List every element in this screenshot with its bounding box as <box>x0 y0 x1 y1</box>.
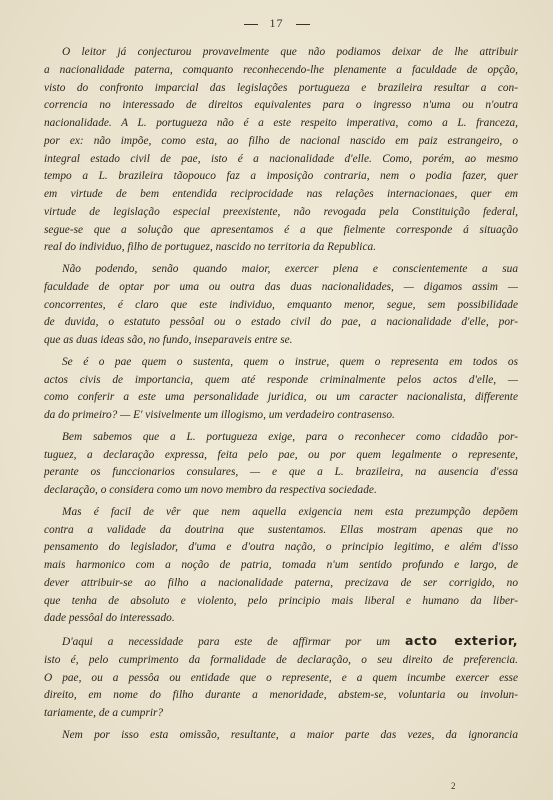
text-line: a nacionalidade paterna, comquanto reconhecendo-lhe plenamente a faculdade de opção, <box>44 63 518 76</box>
text-line: correncia no interessado de direitos equivalentes para o ingresso n'uma ou n'outra <box>44 99 518 112</box>
header-dash-right <box>296 24 310 25</box>
text-line: Bem sabemos que a L. portugueza exige, para o reconhecer como cidadão por- <box>62 430 518 443</box>
text-line: direito, em nome do filho durante a menoridade, abstem-se, voluntaria ou involun- <box>44 689 518 702</box>
page-header <box>0 16 553 31</box>
text-line: visto do confronto imparcial das legislações portugueza e brazileira resultar a con- <box>44 81 518 94</box>
text-line-italic-part: D'aqui a necessidade para este de affirmar por um <box>62 636 406 648</box>
text-line: perante os funccionarios consulares, — e que a L. brazileira, na ausencia d'essa <box>44 466 518 479</box>
text-line: nacionalidade. A L. portugueza não é a este respeito imperativa, como a L. franceza, <box>44 117 518 129</box>
text-line: Não podendo, senão quando maior, exercer plena e conscientemente a sua <box>62 263 518 275</box>
paragraph-5 <box>44 504 518 628</box>
text-line: de duvida, o estatuto pessôal ou o estado civil do pae, a nacionalidade d'elle, por- <box>44 316 518 329</box>
text-line: declaração, o considera como um novo membro da respectiva sociedade. <box>44 484 377 496</box>
text-line: Mas é facil de vêr que nem aquella exigencia nem esta prezumpção depõem <box>62 505 518 518</box>
text-line: mais harmonico com a noção de patria, tomada n'um sentido profundo e largo, de <box>44 559 518 571</box>
emphasized-phrase: acto exterior, <box>405 633 518 648</box>
paragraph-4 <box>44 429 518 500</box>
text-line: que tenha de absoluto e violento, pelo principio mais liberal e humano da liber- <box>44 594 518 607</box>
text-line: virtude de legislação especial preexistente, não revogada pela Constituição federal, <box>44 205 518 218</box>
text-line: faculdade de optar por uma ou outra das duas nacionalidades, — digamos assim — <box>44 280 518 293</box>
text-line: actos civis de importancia, quem até responde criminalmente pelos actos d'elle, — <box>44 373 518 386</box>
text-line: isto é, pelo cumprimento da formalidade de declaração, o seu direito de preferencia. <box>44 653 518 666</box>
text-line: segue-se que a solução que apresentamos é a que fielmente corresponde á situação <box>44 223 518 236</box>
text-line: Se é o pae quem o sustenta, quem o instrue, quem o representa em todos os <box>62 355 518 368</box>
text-line: tuguez, a declaração expressa, feita pelo pae, ou por quem legalmente o represente, <box>44 448 518 461</box>
paragraph-7 <box>44 727 518 745</box>
text-line: O pae, ou a pessôa ou entidade que o represente, e a quem incumbe exercer esse <box>44 671 518 684</box>
paragraph-6 <box>44 632 518 723</box>
text-line: pensamento do legislador, d'uma e d'outra nação, o principio legitimo, e além d'isso <box>44 541 518 554</box>
signature-mark: 2 <box>451 781 456 791</box>
text-line: como conferir a este uma personalidade juridica, ou um caracter nacionalista, differente <box>44 391 518 404</box>
text-line: por ex: não impõe, como esta, ao filho de nacional nascido em paiz estrangeiro, o <box>44 134 518 147</box>
paragraph-1 <box>44 44 518 257</box>
page-body <box>44 44 518 749</box>
paragraph-2 <box>44 261 518 350</box>
text-line: que as duas ideas são, no fundo, inseparaveis entre se. <box>44 334 293 346</box>
text-line: real do individuo, filho de portuguez, nascido no territoria da Republica. <box>44 241 376 254</box>
text-line: concorrentes, é claro que este individuo, emquanto menor, segue, sem possibilidade <box>44 298 518 311</box>
text-line: tempo a L. brazileira tãopouco faz a imposição contraria, nem o podia fazer, quer <box>44 170 518 183</box>
text-line: dade pessôal do interessado. <box>44 612 175 625</box>
text-line: dever attribuir-se ao filho a nacionalidade paterna, precizava de ser corrigido, no <box>44 576 518 589</box>
text-line: da do primeiro? — E' visivelmente um illogismo, um verdadeiro contrasenso. <box>44 409 395 421</box>
text-line: O leitor já conjecturou provavelmente que não podiamos deixar de lhe attribuir <box>62 46 518 58</box>
page-number: 17 <box>269 16 284 30</box>
text-line <box>44 632 518 652</box>
text-line: integral estado civil de pae, isto é a nacionalidade d'elle. Como, porém, ao mesmo <box>44 152 518 165</box>
paragraph-3 <box>44 354 518 425</box>
text-line: tariamente, de a cumprir? <box>44 707 164 719</box>
text-line: Nem por isso esta omissão, resultante, a maior parte das vezes, da ignorancia <box>62 728 518 741</box>
header-dash-left <box>244 24 258 25</box>
text-line: em virtude de bem entendida reciprocidade nas relações internacionaes, quer em <box>44 188 518 200</box>
text-line: contra a validade da doutrina que sustentamos. Ellas mostram apenas que no <box>44 523 518 536</box>
